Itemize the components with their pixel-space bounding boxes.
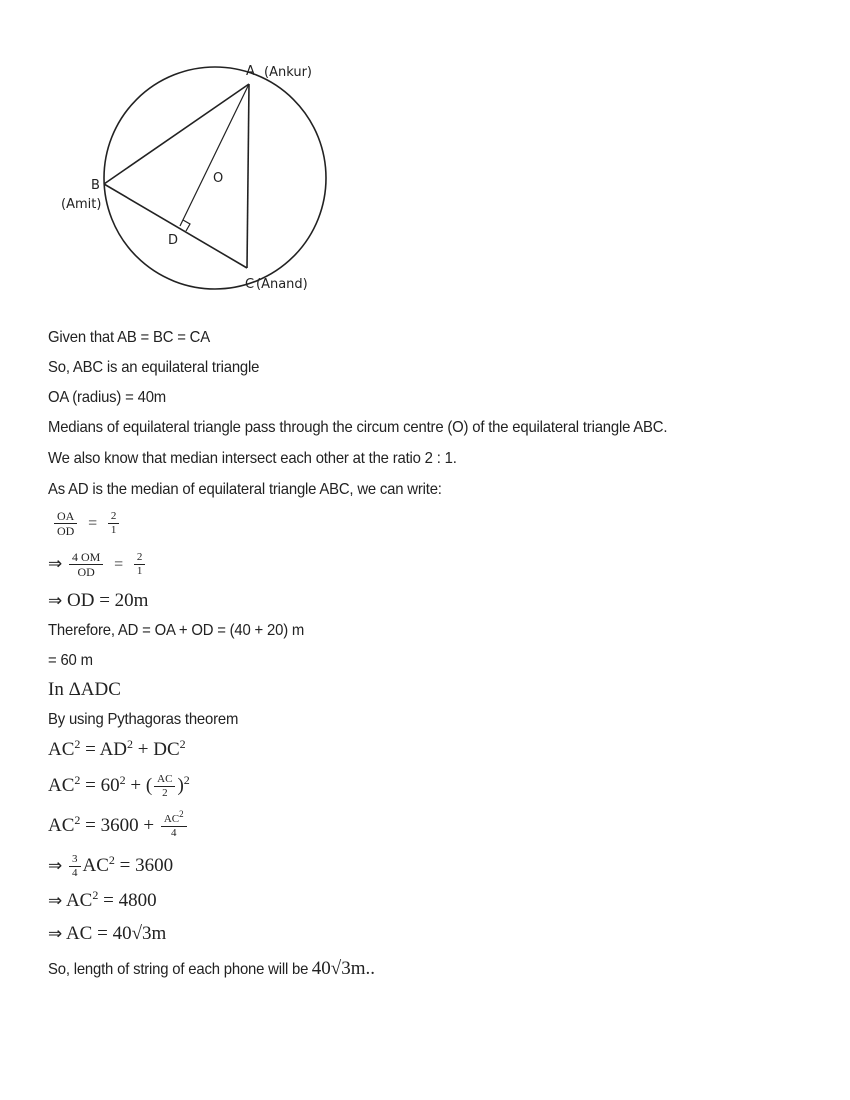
fraction-oa-od: $\frac{OA}{OD}$ [54, 510, 77, 537]
implies-symbol: ⇒ [48, 553, 63, 574]
side-ab [104, 84, 249, 184]
conclusion-line: So, length of string of each phone will be 40√3m.. [48, 958, 376, 979]
equation-ac-40root3: ⇒ AC = 40√3m [48, 923, 167, 944]
sixty-line: = 60 m [48, 652, 93, 669]
fraction-ac2-4: $\frac{AC^2}{4}$ [161, 814, 187, 839]
vertex-b-label: B [91, 178, 100, 193]
center-o-label: O [213, 171, 224, 186]
equation-three-quarters: ⇒ $\frac{3}{4}$ $AC^2 = 3600$ [48, 852, 174, 879]
fraction-4om-od: $\frac{4 OM}{OD}$ [69, 551, 103, 578]
equation-oa-od: $\frac{OA}{OD}$ = $\frac{2}{1}$ [52, 510, 121, 537]
therefore-line: Therefore, AD = OA + OD = (40 + 20) m [48, 622, 305, 639]
equation-ac2-3600-plus: $AC^2 = 3600$ + $\frac{AC^2}{4}$ [48, 814, 189, 839]
circle-triangle-diagram [48, 50, 348, 325]
fraction-3-4: $\frac{3}{4}$ [69, 854, 81, 879]
in-adc-line: In ΔADC [48, 679, 121, 700]
equation-od: ⇒ OD = 20m [48, 590, 149, 611]
vertex-a-name: (Ankur) [264, 65, 312, 80]
implies-symbol: ⇒ [48, 891, 63, 911]
equation-ac2-ad2-dc2: $AC^2 = AD^2 + DC^2$ [48, 737, 186, 760]
medians-line: Medians of equilateral triangle pass through the circum centre (O) of the equilateral triangle ABC. [48, 419, 668, 436]
vertex-c-name: (Anand) [256, 277, 308, 292]
conclusion-value: 40√3m.. [311, 958, 376, 979]
implies-symbol: ⇒ [48, 924, 63, 944]
equation-ac2-60: $AC^2 = 60^2$ + ( $\frac{AC}{2}$ )$^2$ [48, 772, 190, 799]
ratio-line: We also know that median intersect each other at the ratio 2 : 1. [48, 450, 457, 467]
point-d-label: D [168, 233, 179, 248]
equation-4om-od: ⇒ $\frac{4 OM}{OD}$ = $\frac{2}{1}$ [48, 551, 147, 578]
pythagoras-line: By using Pythagoras theorem [48, 711, 239, 728]
side-bc [104, 184, 247, 268]
implies-symbol: ⇒ [48, 855, 63, 876]
radius-line: OA (radius) = 40m [48, 389, 166, 406]
median-ad [180, 84, 249, 226]
fraction-ac-2: $\frac{AC}{2}$ [154, 774, 175, 799]
as-ad-line: As AD is the median of equilateral triangle ABC, we can write: [48, 481, 442, 498]
equilateral-line: So, ABC is an equilateral triangle [48, 359, 260, 376]
implies-symbol: ⇒ [48, 591, 63, 611]
equation-ac2-4800: ⇒ $AC^2 = 4800$ [48, 888, 157, 911]
side-ac [247, 84, 249, 268]
right-angle-mark [183, 220, 190, 231]
vertex-b-name: (Amit) [61, 197, 102, 212]
fraction-2-1: $\frac{2}{1}$ [108, 511, 120, 536]
vertex-a-label: A [246, 64, 255, 79]
given-line: Given that AB = BC = CA [48, 329, 210, 346]
vertex-c-label: C [245, 277, 255, 292]
